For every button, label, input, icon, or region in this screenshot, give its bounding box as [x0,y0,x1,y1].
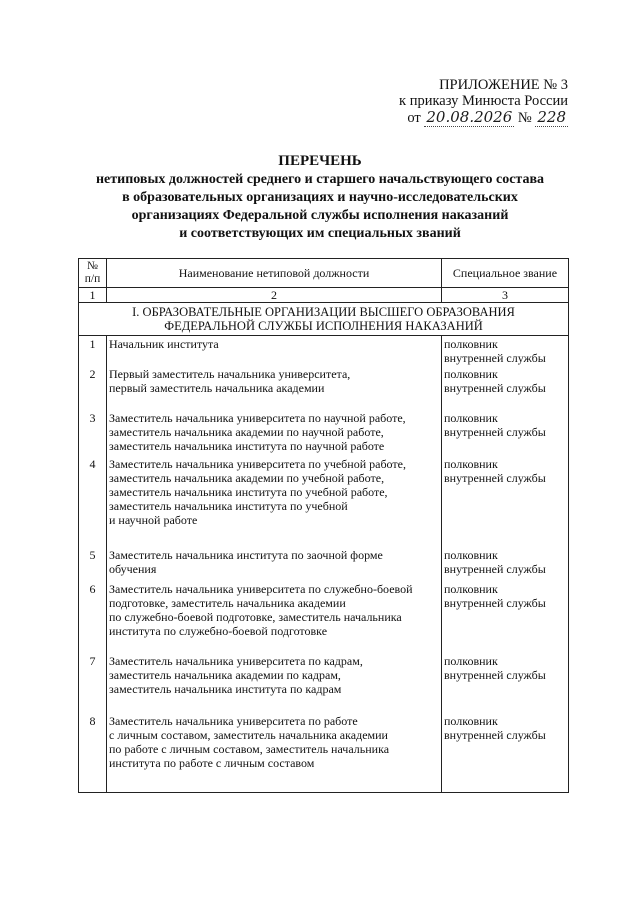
rank-line: полковник [444,366,498,381]
section-row [79,303,569,336]
rank-line: полковник [444,337,498,351]
position-name [107,366,442,410]
rank-line: внутренней службы [444,380,546,395]
position-line: Начальник института [109,337,219,351]
table-row [79,366,569,410]
appendix-header [399,77,568,126]
title-line: организациях Федеральной службы исполнения наказаний [131,208,509,223]
special-rank [442,653,569,713]
appendix-label: ПРИЛОЖЕНИЕ № 3 [439,77,568,93]
from-label: от [407,110,421,126]
row-number: 2 [79,366,107,410]
table-row [79,653,569,713]
special-rank [442,581,569,653]
position-line: заместитель начальника института по учебной работе, [109,484,388,499]
table-row [79,547,569,581]
position-line: института по работе с личным составом [109,755,315,770]
position-line: заместитель начальника института по учебной [109,498,348,513]
rank-line: полковник [444,581,498,596]
handwritten-date: 20.08.2026 [426,108,513,126]
table-row [79,336,569,366]
table-body [79,336,569,793]
position-name [107,456,442,547]
position-line: Первый заместитель начальника университета, [109,366,351,381]
row-number: 5 [79,547,107,581]
position-line: института по служебно-боевой подготовке [109,623,328,638]
position-line: с личным составом, заместитель начальника академии [109,727,388,742]
special-rank [442,410,569,456]
row-number: 4 [79,456,107,547]
table-row [79,581,569,653]
position-line: Заместитель начальника университета по кадрам, [109,653,363,668]
special-rank [442,456,569,547]
position-name [107,581,442,653]
title-line: нетиповых должностей среднего и старшего начальствующего состава [95,172,545,187]
rank-line: внутренней службы [444,561,546,576]
row-number: 1 [79,336,107,366]
row-number: 3 [79,410,107,456]
rank-line: полковник [444,410,498,425]
appendix-date-line [399,109,568,126]
appendix-order-line: к приказу Минюста России [399,93,568,109]
position-name [107,410,442,456]
section-title: I. ОБРАЗОВАТЕЛЬНЫЕ ОРГАНИЗАЦИИ ВЫСШЕГО ОБРАЗОВАНИЯ ФЕДЕРАЛЬНОЙ СЛУЖБЫ ИСПОЛНЕНИЯ НАКАЗАНИЙ [79,303,569,336]
table-header-row [79,259,569,288]
rank-line: полковник [444,547,498,562]
column-number-row [79,288,569,303]
special-rank [442,336,569,366]
table-row [79,713,569,793]
position-line: заместитель начальника института по кадрам [109,681,342,696]
position-line: заместитель начальника академии по учебной работе, [109,470,385,485]
position-line: и научной работе [109,512,198,527]
position-line: заместитель начальника института по научной работе [109,438,385,453]
position-line: первый заместитель начальника академии [109,380,325,395]
special-rank [442,713,569,793]
rank-line: полковник [444,456,498,471]
header-position: Наименование нетиповой должности [107,259,442,288]
position-name [107,713,442,793]
header-num: № п/п [79,259,107,288]
positions-table [78,258,569,793]
position-name [107,336,442,366]
position-line: по служебно-боевой подготовке, заместитель начальника [109,609,402,624]
title-main: ПЕРЕЧЕНЬ [278,153,362,169]
rank-line: внутренней службы [444,351,546,365]
position-line: Заместитель начальника университета по работе [109,713,358,728]
position-line: Заместитель начальника университета по служебно-боевой [109,581,413,596]
rank-line: внутренней службы [444,727,546,742]
number-label: № [517,110,532,126]
row-number: 7 [79,653,107,713]
row-number: 8 [79,713,107,793]
table-row [79,410,569,456]
rank-line: полковник [444,713,498,728]
position-line: Заместитель начальника университета по учебной работе, [109,456,406,471]
position-line: обучения [109,561,157,576]
position-line: Заместитель начальника университета по научной работе, [109,410,406,425]
title-line: в образовательных организациях и научно-исследовательских [122,190,518,205]
column-number: 1 [79,288,107,303]
position-name [107,653,442,713]
special-rank [442,547,569,581]
table-row [79,456,569,547]
rank-line: внутренней службы [444,424,546,439]
rank-line: внутренней службы [444,470,546,485]
row-number: 6 [79,581,107,653]
rank-line: внутренней службы [444,595,546,610]
document-title [60,152,580,243]
title-line: и соответствующих им специальных званий [179,226,461,241]
position-name [107,547,442,581]
position-line: Заместитель начальника института по заочной форме [109,547,383,562]
rank-line: полковник [444,653,498,668]
header-rank: Специальное звание [442,259,569,288]
position-line: подготовке, заместитель начальника академии [109,595,346,610]
handwritten-number: 228 [537,108,566,126]
rank-line: внутренней службы [444,667,546,682]
special-rank [442,366,569,410]
column-number: 2 [107,288,442,303]
column-number: 3 [442,288,569,303]
position-line: по работе с личным составом, заместитель начальника [109,741,390,756]
position-line: заместитель начальника академии по научной работе, [109,424,384,439]
position-line: заместитель начальника академии по кадрам, [109,667,341,682]
